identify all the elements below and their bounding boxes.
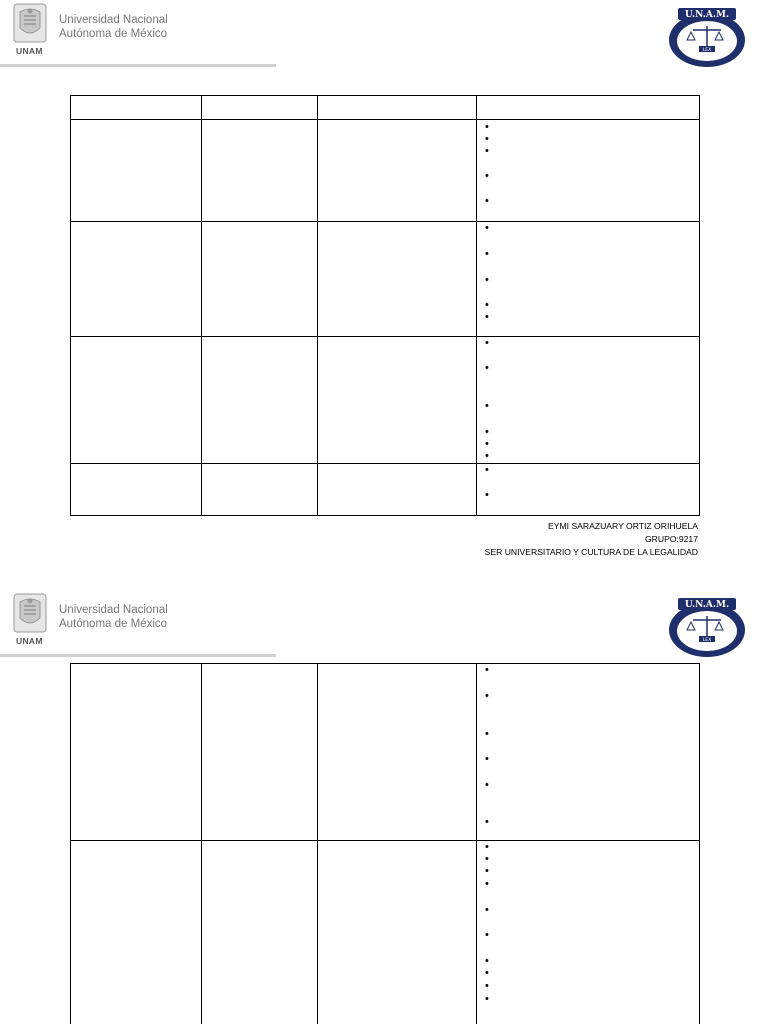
bullet: • bbox=[485, 133, 489, 145]
footer-group: GRUPO:9217 bbox=[644, 534, 698, 544]
header-divider bbox=[0, 654, 276, 657]
header-cell bbox=[71, 96, 202, 120]
bullet: • bbox=[485, 400, 489, 412]
table-row bbox=[71, 337, 700, 464]
bullet: • bbox=[485, 728, 489, 740]
unam-logo bbox=[12, 2, 202, 60]
bullet: • bbox=[485, 464, 489, 476]
bullet: • bbox=[485, 664, 489, 676]
header-cell bbox=[202, 96, 318, 120]
unam-seal-icon bbox=[12, 2, 48, 44]
table-row bbox=[71, 664, 700, 841]
bullet: • bbox=[485, 426, 489, 438]
bullet: • bbox=[485, 438, 489, 450]
bullet: • bbox=[485, 145, 489, 157]
bullet: • bbox=[485, 248, 489, 260]
bullet: • bbox=[485, 121, 489, 133]
bullet: • bbox=[485, 299, 489, 311]
institution-name-line2: Autónoma de México bbox=[59, 27, 168, 40]
document-page-2 bbox=[0, 590, 768, 1024]
table-page-2 bbox=[70, 663, 700, 1024]
bullet: • bbox=[485, 170, 489, 182]
bullet: • bbox=[485, 489, 489, 501]
bullet: • bbox=[485, 779, 489, 791]
unam-seal-icon bbox=[12, 592, 48, 634]
table-header-row bbox=[71, 96, 700, 120]
institution-name-line2: Autónoma de México bbox=[59, 617, 168, 630]
svg-text:U.N.A.M.: U.N.A.M. bbox=[684, 10, 730, 20]
header-cell bbox=[477, 96, 700, 120]
bullet: • bbox=[485, 929, 489, 941]
bullet: • bbox=[485, 753, 489, 765]
institution-name-line1: Universidad Nacional bbox=[59, 14, 168, 26]
table-row bbox=[71, 222, 700, 337]
bullet: • bbox=[485, 337, 489, 349]
bullet: • bbox=[485, 993, 489, 1005]
unam-logo bbox=[12, 592, 202, 650]
bullet: • bbox=[485, 274, 489, 286]
bullet: • bbox=[485, 865, 489, 877]
bullet: • bbox=[485, 690, 489, 702]
table-row bbox=[71, 120, 700, 222]
bullet: • bbox=[485, 450, 489, 462]
table-row bbox=[71, 464, 700, 516]
document-footer bbox=[485, 520, 698, 559]
header-divider bbox=[0, 64, 276, 67]
bullet: • bbox=[485, 195, 489, 207]
svg-text:LEX: LEX bbox=[702, 638, 712, 643]
bullet: • bbox=[485, 841, 489, 853]
bullet: • bbox=[485, 878, 489, 890]
institution-name bbox=[59, 14, 168, 41]
bullet: • bbox=[485, 904, 489, 916]
faculty-of-law-logo-icon bbox=[666, 594, 748, 658]
faculty-of-law-logo-icon bbox=[666, 4, 748, 68]
svg-text:LEX: LEX bbox=[702, 48, 712, 53]
institution-name-line1: Universidad Nacional bbox=[59, 604, 168, 616]
bullet: • bbox=[485, 955, 489, 967]
footer-course: SER UNIVERSITARIO Y CULTURA DE LA LEGALIDAD bbox=[484, 547, 698, 557]
table-row bbox=[71, 841, 700, 1024]
header-cell bbox=[318, 96, 477, 120]
table-page-1 bbox=[70, 95, 700, 516]
institution-name bbox=[59, 604, 168, 631]
bullet: • bbox=[485, 311, 489, 323]
unam-seal-caption: UNAM bbox=[16, 636, 43, 646]
footer-author: EYMI SARAZUARY ORTIZ ORIHUELA bbox=[548, 521, 698, 531]
unam-seal-caption: UNAM bbox=[16, 46, 43, 56]
bullet: • bbox=[485, 980, 489, 992]
bullet: • bbox=[485, 967, 489, 979]
bullet: • bbox=[485, 853, 489, 865]
bullet: • bbox=[485, 222, 489, 234]
bullet: • bbox=[485, 362, 489, 374]
svg-text:U.N.A.M.: U.N.A.M. bbox=[684, 600, 730, 610]
bullet: • bbox=[485, 816, 489, 828]
